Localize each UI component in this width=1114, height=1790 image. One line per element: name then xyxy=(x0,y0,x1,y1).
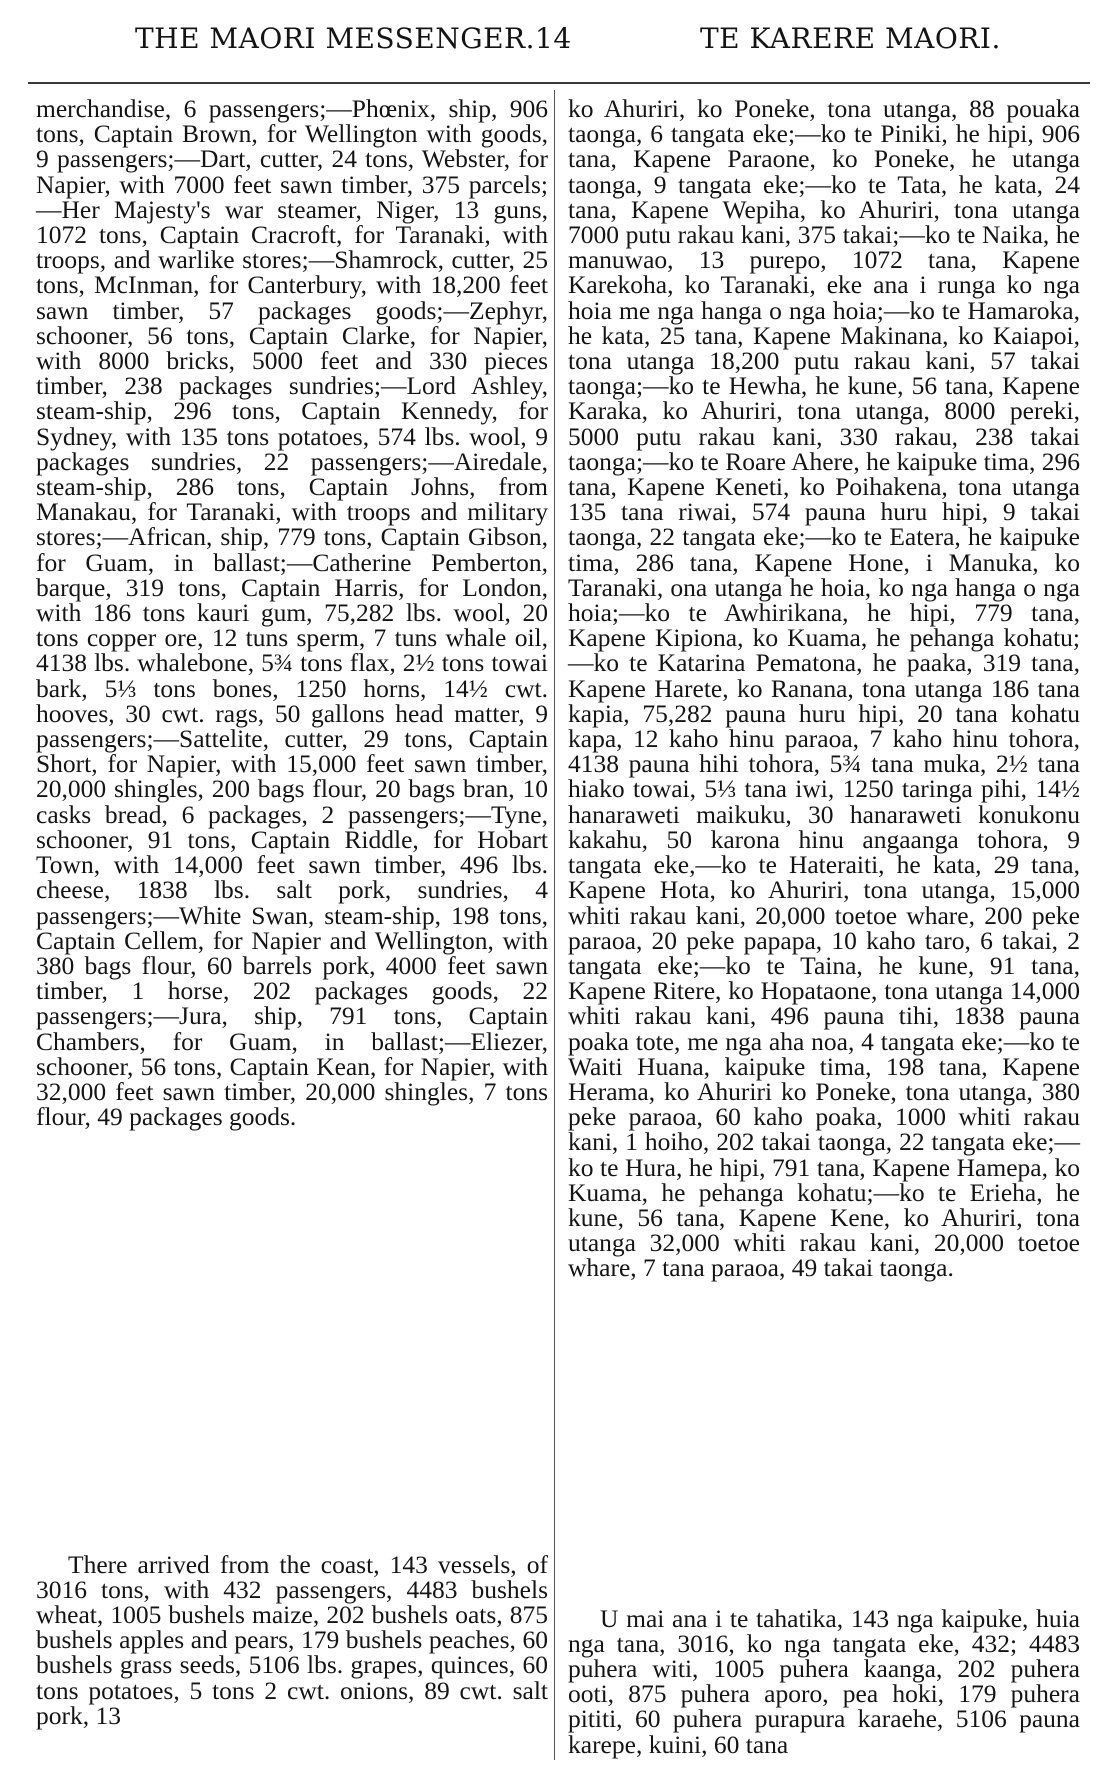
english-masthead: THE MAORI MESSENGER. xyxy=(135,22,536,55)
maori-arrivals-paragraph: U mai ana i te tahatika, 143 nga kaipuke, huia nga tana, 3016, ko nga tangata eke, 432; 4483 puhera witi, 1005 puhera kaanga, 202 puhera ooti, 875 puhera aporo, pea hoki, 179 puhera pititi, 60 puhera purapura karaehe, 5106 pauna karepe, kuini, 60 tana xyxy=(568,1603,1080,1759)
maori-masthead: TE KARERE MAORI. xyxy=(700,22,1001,55)
maori-shipping-list: ko Ahuriri, ko Poneke, tona utanga, 88 pouaka taonga, 6 tangata eke;—ko te Piniki, he hipi, 906 tana, Kapene Paraone, ko Poneke, he utanga taonga, 9 tangata eke;—ko te Tata, he kata, 24 tana, Kapene Wepiha, ko Ahuriri, tona utanga 7000 putu rakau kani, 375 takai;—ko te Naika, he manuwao, 13 purepo, 1072 tana, Kapene Karekoha, ko Taranaki, eke ana i runga ko nga hoia me nga hanga o nga hoia;—ko te Hamaroka, he kata, 25 tana, Kapene Makinana, ko Kaiapoi, tona utanga 18,200 putu rakau kani, 57 takai taonga;—ko te Hewha, he kune, 56 tana, Kapene Karaka, ko Ahuriri, tona utanga, 8000 pereki, 5000 putu rakau kani, 330 rakau, 238 takai taonga;—ko te Roare Ahere, he kaipuke tima, 296 tana, Kapene Keneti, ko Poihakena, tona utanga 135 tana riwai, 574 pauna huru hipi, 9 takai taonga, 22 tangata eke;—ko te Eatera, he kaipuke tima, 286 tana, Kapene Hone, i Manuka, ko Taranaki, ona utanga he hoia, ko nga hanga o nga hoia;—ko te Awhirikana, he hipi, 779 tana, Kapene Kipiona, ko Kuama, he pehanga kohatu;—ko te Katarina Pematona, he paaka, 319 tana, Kapene Harete, ko Ranana, tona utanga 186 tana kapia, 75,282 pauna huru hipi, 20 tana kohatu kapa, 12 kaho hinu paraoa, 7 kaho hinu tohora, 4138 pauna hihi tohora, 5¾ tana muka, 2½ tana hiako towai, 5⅓ tana iwi, 1250 taringa pihi, 14½ hanaraweti maikuku, 30 hanaraweti konukonu kakahu, 50 karona hinu angaanga tohora, 9 tangata eke,—ko te Hateraiti, he kata, 29 tana, Kapene Hota, ko Ahuriri, tona utanga, 15,000 whiti rakau kani, 20,000 toetoe whare, 200 peke paraoa, 20 peke papapa, 10 kaho taro, 6 takai, 2 tangata eke;—ko te Taina, he kune, 91 tana, Kapene Ritere, ko Hopataone, tona utanga 14,000 whiti rakau kani, 496 pauna tihi, 1838 pauna poaka tote, me nga aha noa, 4 tangata eke;—ko te Waiti Huana, kaipuke tima, 198 tana, Kapene Herama, ko Ahuriri ko Poneke, tona utanga, 380 peke paraoa, 60 kaho poaka, 1000 whiti rakau kani, 1 hoiho, 202 takai taonga, 22 tangata eke;—ko te Hura, he hipi, 791 tana, Kapene Hamepa, ko Kuama, he pehanga kohatu;—ko te Erieha, he kune, 56 tana, Kapene Kene, ko Ahuriri, tona utanga 32,000 whiti rakau kani, 20,000 toetoe whare, 7 tana paraoa, 49 takai taonga. xyxy=(568,94,1080,1283)
page-header xyxy=(0,22,1114,62)
english-arrivals-paragraph: There arrived from the coast, 143 vessels, of 3016 tons, with 432 passengers, 4483 bushels wheat, 1005 bushels maize, 202 bushels oats, 875 bushels apples and pears, 179 bushels peaches, 60 bushels grass seeds, 5106 lbs. grapes, quinces, 60 tons potatoes, 5 tons 2 cwt. onions, 89 cwt. salt pork, 13 xyxy=(36,1549,548,1730)
header-rule xyxy=(28,82,1090,84)
maori-column xyxy=(568,96,1080,1281)
english-shipping-list: merchandise, 6 passengers;—Phœnix, ship, 906 tons, Captain Brown, for Wellington with goods, 9 passengers;—Dart, cutter, 24 tons, Webster, for Napier, with 7000 feet sawn timber, 375 parcels;—Her Majesty's war steamer, Niger, 13 guns, 1072 tons, Captain Cracroft, for Taranaki, with troops, and warlike stores;—Shamrock, cutter, 25 tons, McInman, for Canterbury, with 18,200 feet sawn timber, 57 packages goods;—Zephyr, schooner, 56 tons, Captain Clarke, for Napier, with 8000 bricks, 5000 feet and 330 pieces timber, 238 packages sundries;—Lord Ashley, steam-ship, 296 tons, Captain Kennedy, for Sydney, with 135 tons potatoes, 574 lbs. wool, 9 packages sundries, 22 passengers;—Airedale, steam-ship, 286 tons, Captain Johns, from Manakau, for Taranaki, with troops and military stores;—African, ship, 779 tons, Captain Gibson, for Guam, in ballast;—Catherine Pemberton, barque, 319 tons, Captain Harris, for London, with 186 tons kauri gum, 75,282 lbs. wool, 20 tons copper ore, 12 tuns sperm, 7 tuns whale oil, 4138 lbs. whalebone, 5¾ tons flax, 2½ tons towai bark, 5⅓ tons bones, 1250 horns, 14½ cwt. hooves, 30 cwt. rags, 50 gallons head matter, 9 passengers;—Sattelite, cutter, 29 tons, Captain Short, for Napier, with 15,000 feet sawn timber, 20,000 shingles, 200 bags flour, 20 bags bran, 10 casks bread, 6 packages, 2 passengers;—Tyne, schooner, 91 tons, Captain Riddle, for Hobart Town, with 14,000 feet sawn timber, 496 lbs. cheese, 1838 lbs. salt pork, sundries, 4 passengers;—White Swan, steam-ship, 198 tons, Captain Cellem, for Napier and Wellington, with 380 bags flour, 60 barrels pork, 4000 feet sawn timber, 1 horse, 202 packages goods, 22 passengers;—Jura, ship, 791 tons, Captain Chambers, for Guam, in ballast;—Eliezer, schooner, 56 tons, Captain Kean, for Napier, with 32,000 feet sawn timber, 20,000 shingles, 7 tons flour, 49 packages goods. xyxy=(36,94,548,1132)
column-divider xyxy=(554,90,555,1760)
page-number: 14 xyxy=(535,22,572,55)
english-column xyxy=(36,94,548,1132)
